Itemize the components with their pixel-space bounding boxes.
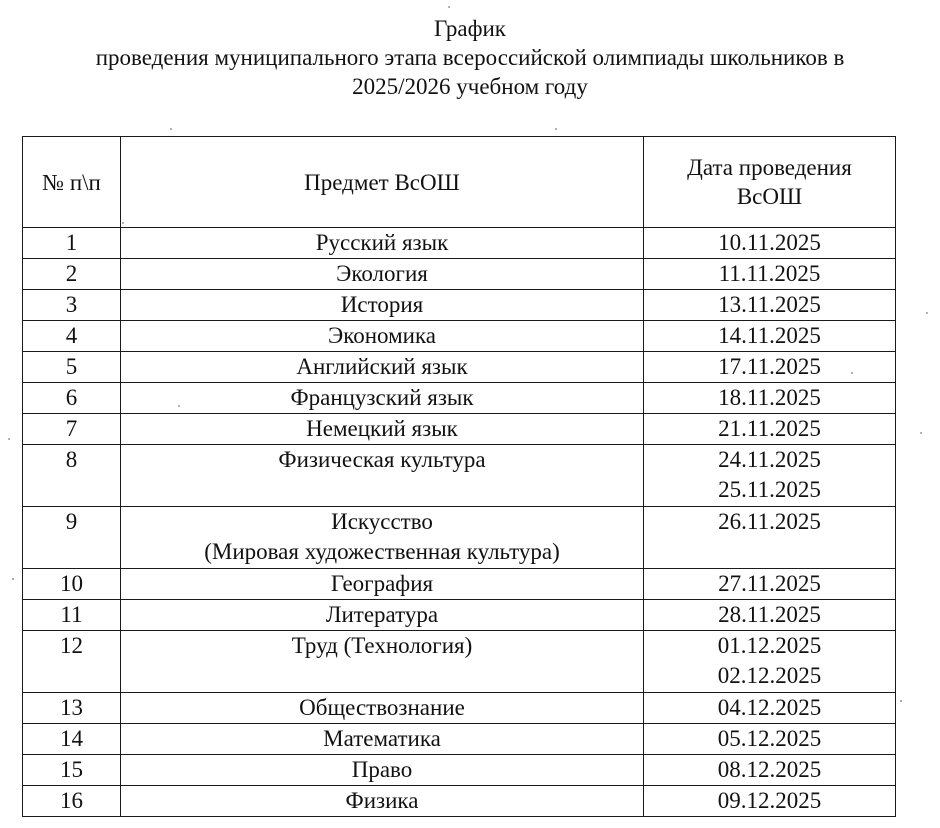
subject-text: Русский язык — [315, 230, 449, 255]
subject-cell — [121, 352, 644, 383]
scan-speck — [851, 372, 853, 374]
row-number-cell: 13 — [23, 693, 121, 724]
date-cell — [644, 786, 896, 817]
date-text: 18.11.2025 — [718, 385, 821, 410]
date-text: 14.11.2025 — [718, 323, 821, 348]
subject-cell — [121, 445, 644, 507]
header-subject: Предмет ВсОШ — [121, 137, 644, 228]
subject-text: Английский язык — [296, 354, 468, 379]
row-number-cell: 10 — [23, 569, 121, 600]
table-row — [23, 507, 896, 569]
subject-cell — [121, 414, 644, 445]
row-number-cell: 9 — [23, 507, 121, 569]
subject-text: Обществознание — [299, 695, 465, 720]
table-body — [23, 228, 896, 817]
subject-cell — [121, 569, 644, 600]
subject-text: География — [330, 571, 434, 596]
date-text: 09.12.2025 — [717, 788, 822, 813]
header-date-line-2: ВсОШ — [736, 184, 803, 209]
date-text: 08.12.2025 — [717, 757, 822, 782]
subject-cell — [121, 290, 644, 321]
date-cell — [644, 259, 896, 290]
subject-text: Физическая культура — [278, 447, 486, 472]
scan-speck — [122, 222, 124, 224]
row-number-cell: 3 — [23, 290, 121, 321]
table-row — [23, 321, 896, 352]
row-number-cell: 5 — [23, 352, 121, 383]
date-text: 05.12.2025 — [717, 726, 822, 751]
document-heading — [0, 14, 940, 101]
row-number-cell: 15 — [23, 755, 121, 786]
date-text: 11.11.2025 — [718, 261, 821, 286]
date-cell — [644, 600, 896, 631]
row-number-cell: 1 — [23, 228, 121, 259]
scan-speck — [448, 6, 450, 8]
subject-cell — [121, 321, 644, 352]
table-row — [23, 693, 896, 724]
row-number-cell: 7 — [23, 414, 121, 445]
subject-cell — [121, 600, 644, 631]
document-subtitle-line-2: 2025/2026 учебном году — [352, 74, 588, 99]
table-row — [23, 228, 896, 259]
date-text: 26.11.2025 — [718, 509, 821, 534]
subject-text: (Мировая художественная культура) — [204, 539, 560, 564]
table-row — [23, 352, 896, 383]
subject-cell — [121, 786, 644, 817]
table-row — [23, 290, 896, 321]
date-text: 13.11.2025 — [718, 292, 821, 317]
subject-text: Экология — [336, 261, 428, 286]
subject-text: Математика — [323, 726, 441, 751]
date-text: 28.11.2025 — [718, 602, 821, 627]
row-number-cell: 11 — [23, 600, 121, 631]
date-text: 27.11.2025 — [718, 571, 821, 596]
date-cell — [644, 445, 896, 507]
subject-text: Искусство — [331, 509, 433, 534]
date-cell — [644, 507, 896, 569]
scan-speck — [12, 578, 14, 580]
subject-text: История — [340, 292, 424, 317]
date-cell — [644, 755, 896, 786]
row-number-cell: 14 — [23, 724, 121, 755]
subject-cell — [121, 383, 644, 414]
subject-cell — [121, 724, 644, 755]
subject-cell — [121, 631, 644, 693]
subject-text: Немецкий язык — [306, 416, 458, 441]
date-cell — [644, 724, 896, 755]
table-row — [23, 445, 896, 507]
subject-cell — [121, 755, 644, 786]
scan-speck — [8, 438, 10, 440]
date-text: 17.11.2025 — [718, 354, 821, 379]
scan-speck — [170, 128, 172, 130]
subject-text: Физика — [345, 788, 419, 813]
scan-speck — [926, 312, 928, 314]
subject-text: Право — [351, 757, 413, 782]
date-text: 02.12.2025 — [717, 663, 822, 688]
date-cell — [644, 228, 896, 259]
olympiad-schedule-table — [22, 136, 896, 817]
document-title: График — [434, 16, 506, 41]
date-text: 24.11.2025 — [718, 447, 821, 472]
row-number-cell: 12 — [23, 631, 121, 693]
date-cell — [644, 321, 896, 352]
date-cell — [644, 631, 896, 693]
row-number-cell: 2 — [23, 259, 121, 290]
table-row — [23, 259, 896, 290]
date-text: 21.11.2025 — [718, 416, 821, 441]
table-row — [23, 569, 896, 600]
table-row — [23, 600, 896, 631]
date-cell — [644, 693, 896, 724]
date-text: 10.11.2025 — [718, 230, 821, 255]
subject-text: Французский язык — [290, 385, 474, 410]
subject-text: Экономика — [328, 323, 436, 348]
header-date-line-1: Дата проведения — [687, 155, 852, 180]
scan-speck — [178, 405, 180, 407]
subject-cell — [121, 693, 644, 724]
table-row — [23, 383, 896, 414]
subject-text: Труд (Технология) — [291, 633, 473, 658]
table-row — [23, 724, 896, 755]
document-subtitle-line-1: проведения муниципального этапа всероссийской олимпиады школьников в — [95, 45, 845, 70]
table-row — [23, 786, 896, 817]
date-cell — [644, 290, 896, 321]
date-cell — [644, 352, 896, 383]
table-row — [23, 414, 896, 445]
row-number-cell: 16 — [23, 786, 121, 817]
subject-text: Литература — [325, 602, 439, 627]
date-cell — [644, 414, 896, 445]
date-cell — [644, 383, 896, 414]
table-header-row — [23, 137, 896, 228]
row-number-cell: 6 — [23, 383, 121, 414]
row-number-cell: 4 — [23, 321, 121, 352]
scan-speck — [555, 128, 557, 130]
scan-speck — [900, 700, 902, 702]
table-row — [23, 755, 896, 786]
scan-speck — [920, 432, 922, 434]
subject-cell — [121, 259, 644, 290]
date-text: 01.12.2025 — [717, 633, 822, 658]
header-number: № п\п — [23, 137, 121, 228]
row-number-cell: 8 — [23, 445, 121, 507]
header-date — [644, 137, 896, 228]
date-cell — [644, 569, 896, 600]
subject-cell — [121, 228, 644, 259]
subject-cell — [121, 507, 644, 569]
date-text: 25.11.2025 — [718, 477, 821, 502]
table-row — [23, 631, 896, 693]
date-text: 04.12.2025 — [717, 695, 822, 720]
